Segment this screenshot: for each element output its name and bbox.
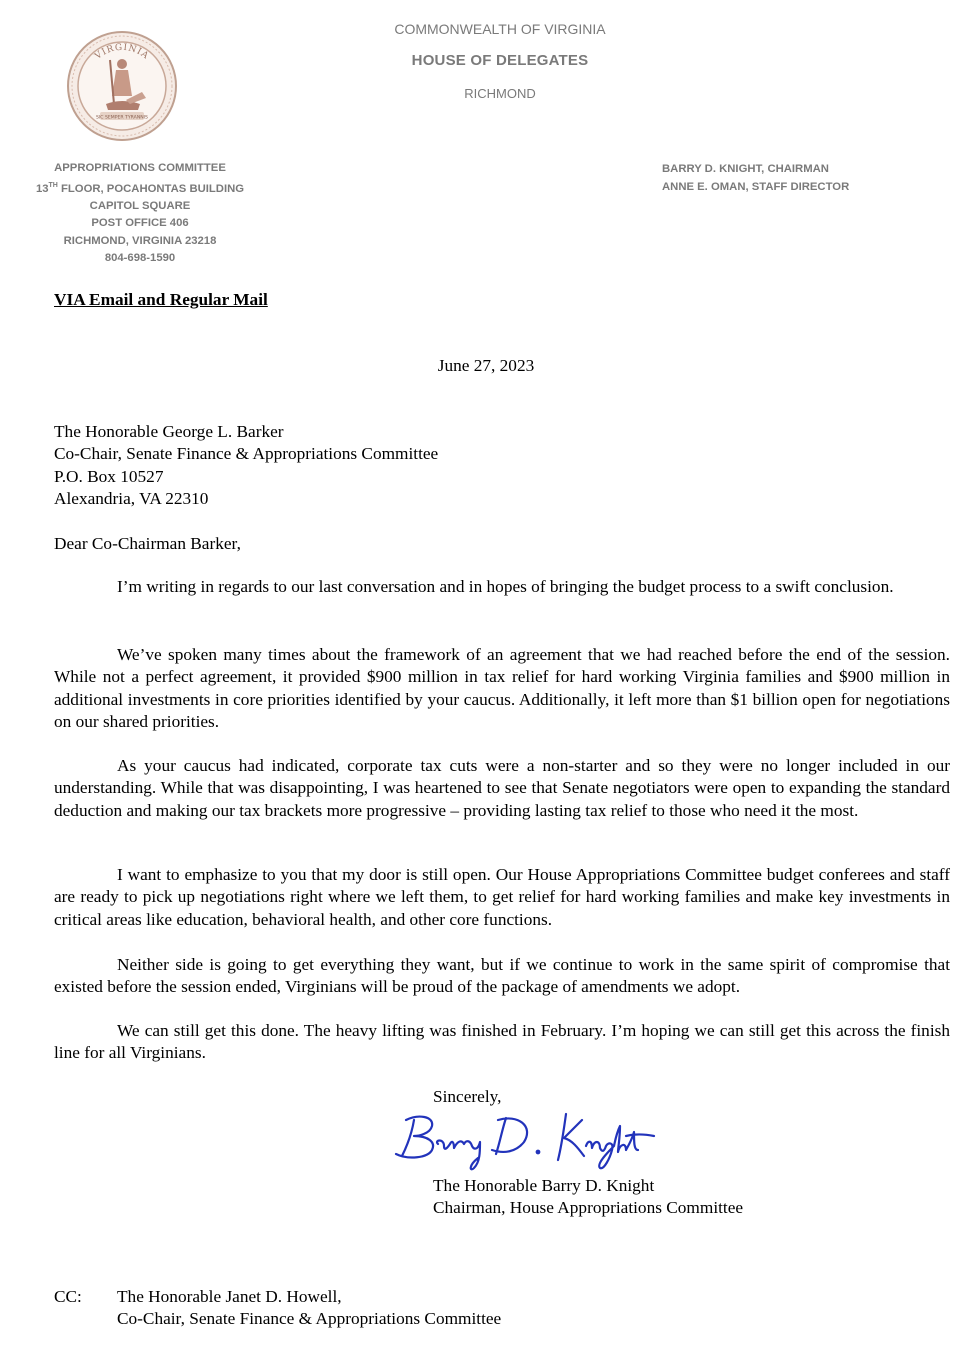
committee-city: RICHMOND, VIRGINIA 23218 — [63, 234, 217, 247]
recipient-title: Co-Chair, Senate Finance & Appropriations Committee — [54, 444, 439, 464]
closing: Sincerely, — [433, 1087, 502, 1106]
recipient-address — [54, 421, 438, 510]
body-paragraph: We can still get this done. The heavy lifting was finished in February. I’m hoping we can still get this across the finish line for all Virginians. — [54, 1021, 950, 1063]
virginia-seal — [66, 30, 178, 142]
committee-name: APPROPRIATIONS COMMITTEE — [54, 162, 226, 174]
body-paragraph: I want to emphasize to you that my door is still open. Our House Appropriations Committee budget conferees and staff are ready to pick up negotiations right where we left them, to get relief for hard working families and make key investments in critical areas like education, behavioral health, and other core functions. — [54, 865, 950, 929]
delivery-method: VIA Email and Regular Mail — [54, 290, 268, 309]
body-paragraph: We’ve spoken many times about the framework of an agreement that we had reached before the end of the session. While not a perfect agreement, it provided $900 million in tax relief for hard working Virginia families and $900 million in additional investments in core priorities identified by your caucus. Additionally, it left more than $1 billion open for negotiations on our shared priorities. — [54, 645, 950, 731]
body-paragraph: I’m writing in regards to our last conversation and in hopes of bringing the budget process to a swift conclusion. — [117, 577, 894, 596]
salutation: Dear Co-Chairman Barker, — [54, 534, 241, 553]
recipient-po-box: P.O. Box 10527 — [54, 466, 164, 486]
cc-recipient — [117, 1286, 501, 1331]
recipient-name: The Honorable George L. Barker — [54, 422, 284, 441]
handwritten-signature — [388, 1106, 668, 1178]
body-paragraph: Neither side is going to get everything they want, but if we continue to work in the same spirit of compromise that existed before the session ended, Virginians will be proud of the package of amendments we adopt. — [54, 955, 950, 997]
floor-building: FLOOR, POCAHONTAS BUILDING — [57, 182, 245, 195]
committee-square: CAPITOL SQUARE — [89, 200, 191, 213]
committee-address-block — [20, 160, 260, 267]
signer-block — [433, 1175, 743, 1220]
committee-po-box: POST OFFICE 406 — [91, 217, 189, 230]
letter-date: June 27, 2023 — [437, 356, 535, 375]
seal-text-top: VIRGINIA — [93, 42, 151, 62]
chairman-line: BARRY D. KNIGHT, CHAIRMAN — [662, 163, 829, 175]
letterhead-line1: COMMONWEALTH OF VIRGINIA — [394, 21, 606, 37]
letterhead-line3: RICHMOND — [464, 86, 536, 101]
floor-number: 13 — [35, 182, 49, 195]
signer-title: Chairman, House Appropriations Committee — [433, 1198, 744, 1218]
seal-motto: SIC SEMPER TYRANNIS — [96, 115, 148, 121]
cc-label: CC: — [54, 1287, 82, 1306]
committee-floor — [20, 177, 260, 198]
signer-name: The Honorable Barry D. Knight — [433, 1176, 655, 1195]
body-paragraph: As your caucus had indicated, corporate tax cuts were a non-starter and so they were no longer included in our understanding. While that was disappointing, I was heartened to see that Senate negotiators were open to expanding the standard deduction and making our tax brackets more progressive – providing lasting tax relief to those who need it the most. — [54, 756, 950, 820]
cc-name: The Honorable Janet D. Howell, — [117, 1287, 342, 1306]
letterhead-line2: HOUSE OF DELEGATES — [411, 52, 589, 69]
committee-phone: 804-698-1590 — [104, 251, 176, 264]
cc-title: Co-Chair, Senate Finance & Appropriations Committee — [117, 1309, 502, 1329]
recipient-city: Alexandria, VA 22310 — [54, 488, 209, 508]
staff-director-line: ANNE E. OMAN, STAFF DIRECTOR — [662, 180, 850, 193]
staff-block — [662, 161, 849, 196]
floor-suffix: TH — [48, 182, 58, 190]
